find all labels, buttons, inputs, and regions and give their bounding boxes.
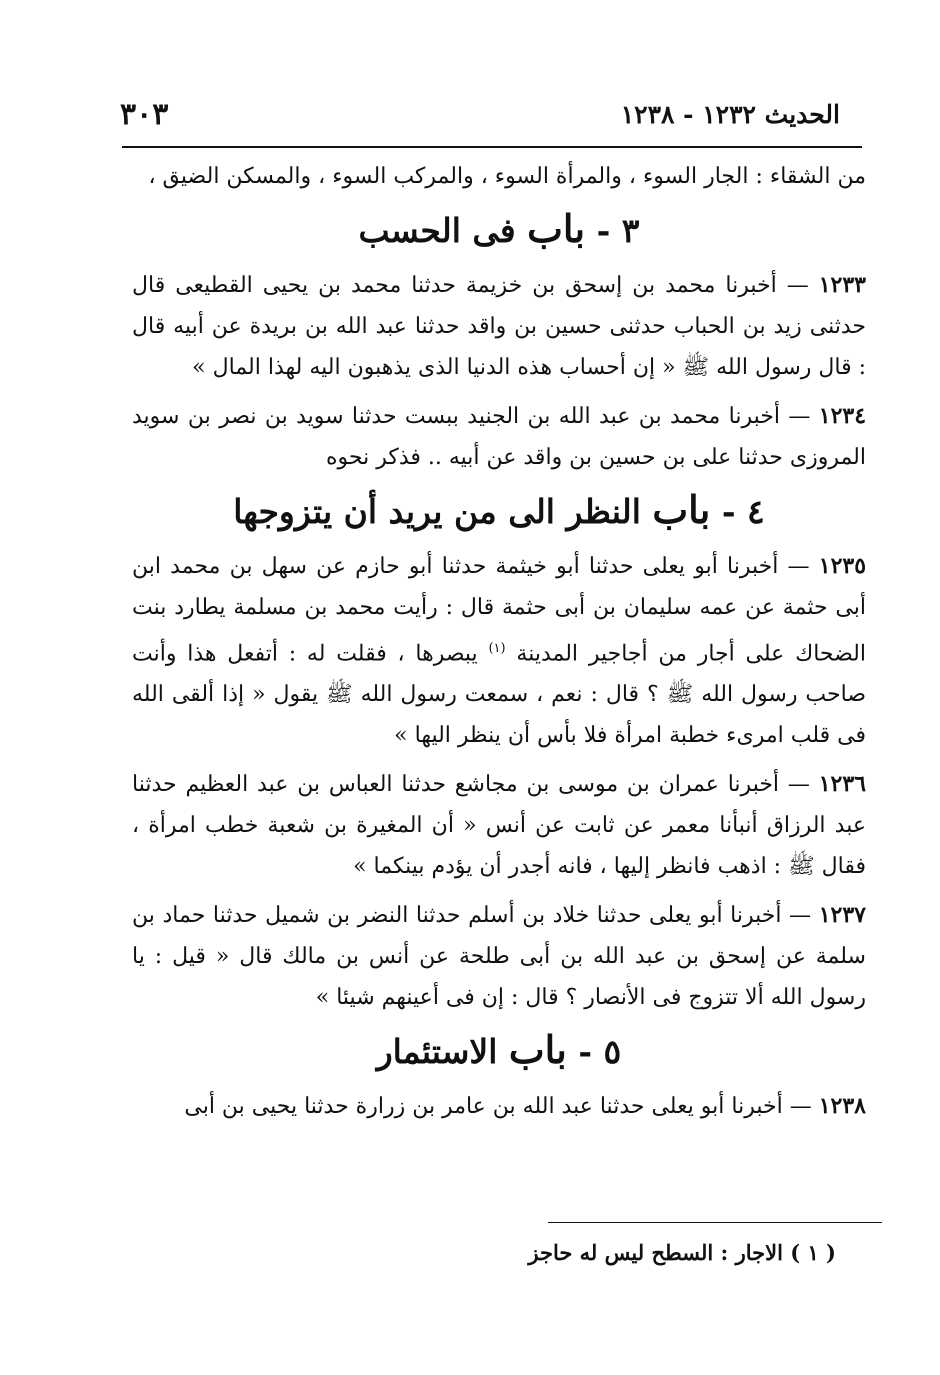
footnote-marker: (١) bbox=[488, 641, 506, 656]
hadith-dash: — bbox=[787, 554, 810, 579]
hadith-number: ١٢٣٤ bbox=[818, 403, 867, 429]
hadith-dash: — bbox=[789, 903, 812, 929]
bab-word: باب bbox=[652, 487, 711, 532]
section-title: الاستئمار bbox=[376, 1032, 498, 1072]
footnote: ( ١ ) الاجار : السطح ليس له حاجز bbox=[528, 1240, 836, 1265]
section-heading-5 bbox=[132, 1026, 866, 1076]
hadith-1238 bbox=[132, 1086, 866, 1127]
hadith-dash: — bbox=[786, 273, 809, 298]
hadith-1235 bbox=[132, 546, 866, 756]
intro-line: من الشقاء : الجار السوء ، والمرأة السوء ، والمركب السوء ، والمسكن الضيق ، bbox=[148, 164, 866, 189]
hadith-dash: — bbox=[788, 404, 811, 429]
hadith-number: ١٢٣٥ bbox=[818, 553, 867, 579]
bab-word: باب bbox=[508, 1027, 567, 1073]
hadith-number: ١٢٣٨ bbox=[818, 1093, 866, 1120]
hadith-text-continued: يبصرها ، فقلت له : أتفعل هذا وأنت صاحب رسول الله ﷺ ؟ قال : نعم ، سمعت رسول الله ﷺ يقول « إذا ألقى الله فى قلب امرىء خطبة امرأة فلا بأس أن ينظر اليها » bbox=[132, 641, 866, 749]
hadith-text: أخبرنا محمد بن إسحق بن خزيمة حدثنا محمد بن يحيى القطيعى قال حدثنى زيد بن الحباب حدثنى حسين بن واقد حدثنا عبد الله بن بريدة عن أبيه قال : قال رسول الله ﷺ « إن أحساب هذه الدنيا الذى يذهبون اليه لهذا المال » bbox=[132, 273, 866, 380]
header-divider bbox=[122, 146, 862, 148]
section-title: فى الحسب bbox=[358, 211, 516, 250]
hadith-text: أخبرنا محمد بن عبد الله بن الجنيد ببست حدثنا سويد بن نصر بن سويد المروزى حدثنا على بن حسين بن واقد عن أبيه .. فذكر نحوه bbox=[132, 404, 866, 470]
hadith-number: ١٢٣٦ bbox=[818, 771, 866, 798]
hadith-1234 bbox=[132, 396, 866, 478]
hadith-dash: — bbox=[787, 772, 810, 798]
hadith-text: أخبرنا أبو يعلى حدثنا خلاد بن أسلم حدثنا النضر بن شميل حدثنا حماد بن سلمة عن إسحق بن عبد الله بن أبى طلحة عن أنس بن مالك قال « قيل : يا رسول الله ألا تتزوج فى الأنصار ؟ قال : إن فى أعينهم شيئا » bbox=[132, 903, 866, 1011]
section-title: النظر الى من يريد أن يتزوجها bbox=[233, 492, 641, 531]
page-body bbox=[132, 156, 866, 1127]
section-heading-4 bbox=[132, 486, 866, 536]
hadith-text: أخبرنا أبو يعلى حدثنا عبد الله بن عامر بن زرارة حدثنا يحيى بن أبى bbox=[184, 1094, 783, 1120]
hadith-1236 bbox=[132, 764, 866, 887]
bab-word: باب bbox=[527, 206, 586, 251]
running-title: الحديث ١٢٣٢ - ١٢٣٨ bbox=[620, 99, 840, 129]
hadith-text: أخبرنا عمران بن موسى بن مجاشع حدثنا العباس بن عبد العظيم حدثنا عبد الرزاق أنبأنا معمر عن ثابت عن أنس « أن المغيرة بن شعبة خطب امرأة ، فقال ﷺ : اذهب فانظر إليها ، فانه أجدر أن يؤدم بينكما » bbox=[132, 772, 866, 880]
hadith-number: ١٢٣٧ bbox=[818, 902, 866, 929]
section-number: ٤ - bbox=[721, 492, 765, 531]
hadith-number: ١٢٣٣ bbox=[818, 272, 866, 298]
section-number: ٥ - bbox=[578, 1032, 622, 1072]
page-header bbox=[120, 92, 840, 136]
hadith-1237 bbox=[132, 895, 866, 1018]
hadith-1233 bbox=[132, 265, 866, 388]
page-number: ٣٠٣ bbox=[120, 96, 169, 132]
section-number: ٣ - bbox=[596, 211, 640, 250]
section-heading-3 bbox=[132, 205, 866, 255]
hadith-dash: — bbox=[789, 1094, 812, 1120]
footnote-divider bbox=[548, 1222, 882, 1223]
hadith-text: أخبرنا أبو يعلى حدثنا أبو خيثمة حدثنا أبو حازم عن سهل بن محمد ابن أبى حثمة عن عمه سليمان بن أبى حثمة قال : رأيت محمد بن مسلمة يطارد بنت الضحاك على أجار من أجاجير المدينة bbox=[132, 554, 867, 667]
